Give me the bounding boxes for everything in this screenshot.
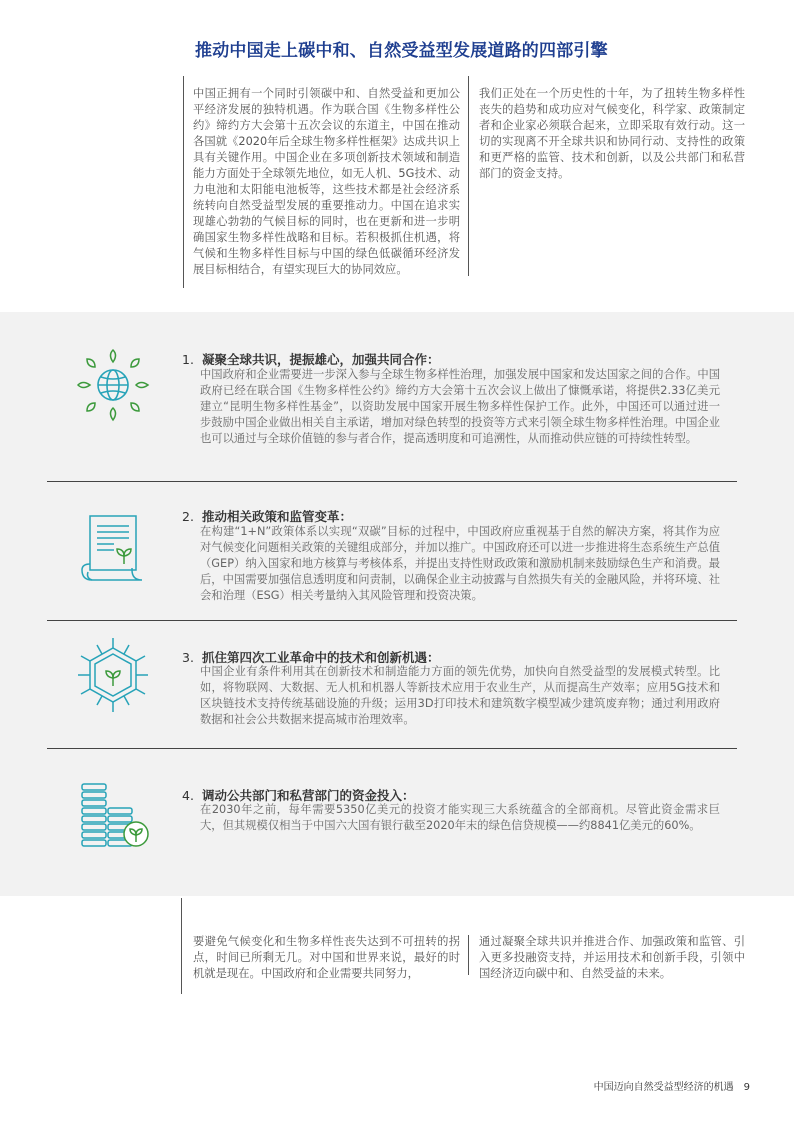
intro-divider-left (183, 76, 184, 288)
intro-divider-right (468, 76, 469, 276)
engine-heading-1: 1. 凝聚全球共识，提振雄心，加强共同合作： (182, 352, 440, 367)
engine-body-2: 在构建“1+N”政策体系以实现“双碳”目标的过程中，中国政府应重视基于自然的解决方案，将其作为应对气候变化问题相关政策的关键组成部分，并加以推广。中国政府还可以进一步推进将生态系统生产总值（GEP）纳入国家和地方核算与考核体系，并提出支持性财政政策和激励机制来鼓励绿色生产和消费。最后，中国需要加强信息透明度和问责制，以确保企业主动披露与自然损失有关的金融风险，并将环境、社会和治理（ESG）相关考量纳入其风险管理和投资决策。 (200, 525, 720, 602)
outro-paragraph-left: 要避免气候变化和生物多样性丧失达到不可扭转的拐点，时间已所剩无几。对中国和世界来说，最好的时机就是现在。中国政府和企业需要共同努力， (193, 935, 460, 980)
policy-scroll-icon (74, 512, 152, 590)
engine-body-3: 中国企业有条件利用其在创新技术和制造能力方面的领先优势，加快向自然受益型的发展模式转型。比如，将物联网、大数据、无人机和机器人等新技术应用于农业生产，从而提高生产效率；应用5G技术和区块链技术支持传统基础设施的升级；运用3D打印技术和建筑数字模型减少建筑废弃物；通过利用政府数据和社会公共数据来提高城市治理效率。 (200, 665, 720, 726)
engine-heading-3: 3. 抓住第四次工业革命中的技术和创新机遇： (182, 650, 440, 665)
section-divider (47, 481, 737, 482)
engine-heading-4: 4. 调动公共部门和私营部门的资金投入： (182, 788, 415, 803)
engine-body-4: 在2030年之前，每年需要5350亿美元的投资才能实现三大系统蕴含的全部商机。尽管此资金需求巨大，但其规模仅相当于中国六大国有银行截至2020年末的绿色信贷规模——约8841亿美元的60%。 (200, 803, 720, 832)
coin-stack-icon (74, 778, 152, 856)
footer-title: 中国迈向自然受益型经济的机遇 (593, 1082, 734, 1093)
engines-panel (0, 312, 794, 896)
outro-divider-right (468, 935, 469, 975)
section-divider (47, 620, 737, 621)
engine-body-1: 中国政府和企业需要进一步深入参与全球生物多样性治理，加强发展中国家和发达国家之间的合作。中国政府已经在联合国《生物多样性公约》缔约方大会第十五次会议上做出了慷慨承诺，将提供2.33亿美元建立“昆明生物多样性基金”，以资助发展中国家开展生物多样性保护工作。此外，中国还可以通过进一步鼓励中国企业做出相关自主承诺，增加对绿色转型的投资等方式来引领全球生物多样性治理。中国企业也可以通过与全球价值链的参与者合作，提高透明度和可追溯性，从而推动供应链的可持续性转型。 (200, 368, 720, 445)
intro-paragraph-right: 我们正处在一个历史性的十年，为了扭转生物多样性丧失的趋势和成功应对气候变化，科学家、政策制定者和企业家必须联合起来，立即采取有效行动。这一切的实现离不开全球共识和协同行动、支持性的政策和更严格的监管、技术和创新，以及公共部门和私营部门的资金支持。 (479, 87, 745, 180)
page-number: 9 (743, 1082, 750, 1093)
globe-leaves-icon (74, 346, 152, 424)
outro-paragraph-right: 通过凝聚全球共识并推进合作、加强政策和监管、引入更多投融资支持，并运用技术和创新手段，引领中国经济迈向碳中和、自然受益的未来。 (479, 935, 745, 980)
outro-divider-left (181, 898, 182, 994)
page-title: 推动中国走上碳中和、自然受益型发展道路的四部引擎 (195, 41, 608, 61)
intro-paragraph-left: 中国正拥有一个同时引领碳中和、自然受益和更加公平经济发展的独特机遇。作为联合国《生物多样性公约》缔约方大会第十五次会议的东道主，中国在推动各国就《2020年后全球生物多样性框架》达成共识上具有关键作用。中国企业在多项创新技术领域和制造能力方面处于全球领先地位，如无人机、5G技术、动力电池和太阳能电池板等，这些技术都是社会经济系统转向自然受益型发展的重要推动力。中国在追求实现雄心勃勃的气候目标的同时，也在更新和进一步明确国家生物多样性战略和目标。若积极抓住机遇，将气候和生物多样性目标与中国的绿色低碳循环经济发展目标相结合，有望实现巨大的协同效应。 (193, 87, 460, 276)
page-footer (560, 1078, 750, 1093)
tech-chip-icon (74, 636, 152, 714)
section-divider (47, 748, 737, 749)
engine-heading-2: 2. 推动相关政策和监管变革： (182, 509, 353, 524)
